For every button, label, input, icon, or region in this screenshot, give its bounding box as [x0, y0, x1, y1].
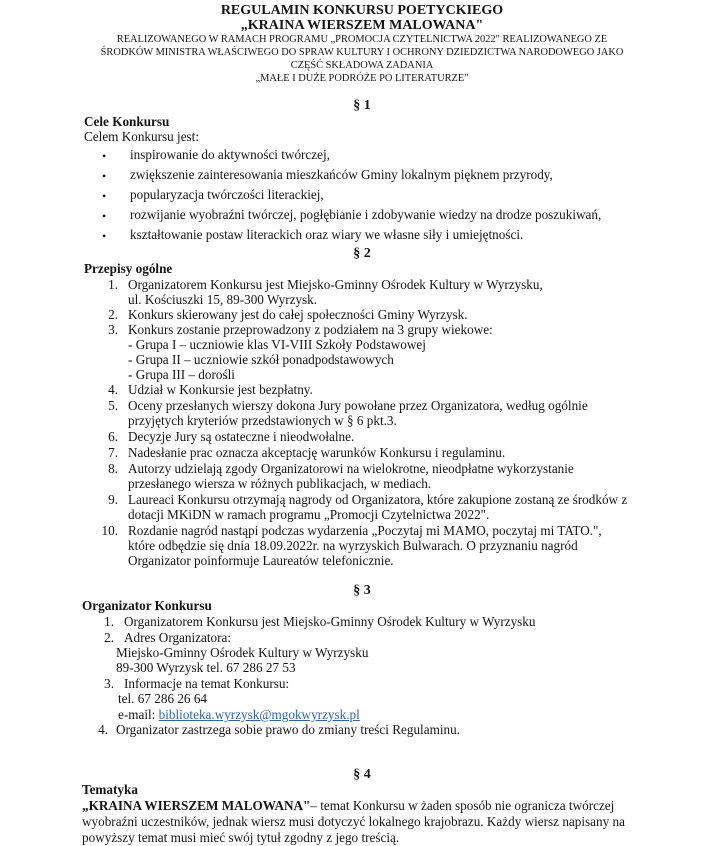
subtitle-line: CZĘŚĆ SKŁADOWA ZADANIA: [290, 60, 434, 71]
organizer-item: Organizator zastrzega sobie prawo do zmiany treści Regulaminu.: [116, 722, 460, 737]
bullet-icon: •: [102, 209, 107, 223]
theme-text: powyższy temat musi mieć swój tytuł zgodny z jego treścią.: [82, 830, 400, 845]
age-group: - Grupa III – dorośli: [128, 367, 235, 382]
general-rule-cont: które odbędzie się dnia 18.09.2022r. na wyrzyskich Bulwarach. O przyznaniu nagród: [128, 538, 578, 553]
organizer-address: Miejsko-Gminny Ośrodek Kultury w Wyrzysku: [116, 645, 369, 660]
contact-email: [118, 707, 360, 723]
general-rule: Konkurs skierowany jest do całej społeczności Gminy Wyrzysk.: [128, 307, 468, 322]
general-rule: Konkurs zostanie przeprowadzony z podziałem na 3 grupy wiekowe:: [128, 322, 493, 337]
list-number: 1.: [104, 614, 114, 629]
subtitle-line: ŚRODKÓW MINISTRA WŁAŚCIWEGO DO SPRAW KULTURY I OCHRONY DZIEDZICTWA NARODOWEGO JAKO: [100, 47, 624, 58]
organizer-item: Organizatorem Konkursu jest Miejsko-Gminny Ośrodek Kultury w Wyrzysku: [124, 614, 536, 629]
section-heading-goals: Cele Konkursu: [84, 114, 170, 129]
goal-item: zwiększenie zainteresowania mieszkańców Gminy lokalnym pięknem przyrody,: [130, 167, 553, 182]
general-rule-cont: przyjętych kryteriów przedstawionych w § 6 pkt.3.: [128, 413, 397, 428]
email-label: e-mail:: [118, 707, 159, 722]
goal-item: rozwijanie wyobraźni twórczej, pogłębianie i zdobywanie wiedzy na drodze poszukiwań,: [130, 207, 602, 222]
list-number: 7.: [108, 445, 118, 460]
general-rule: Decyzje Jury są ostateczne i nieodwołalne.: [128, 429, 355, 444]
general-rule: Autorzy udzielają zgody Organizatorowi na wielokrotne, nieodpłatne wykorzystanie: [128, 461, 574, 476]
theme-text-part: – temat Konkursu w żaden sposób nie ogranicza twórczej: [310, 798, 615, 813]
age-group: - Grupa II – uczniowie szkół ponadpodstawowych: [128, 352, 394, 367]
general-rule: Oceny przesłanych wierszy dokona Jury powołane przez Organizatora, według ogólnie: [128, 398, 588, 413]
subtitle-line: REALIZOWANEGO W RAMACH PROGRAMU „PROMOCJA CZYTELNICTWA 2022" REALIZOWANEGO ZE: [116, 34, 608, 45]
list-number: 2.: [108, 307, 118, 322]
section-mark-4: § 4: [353, 767, 371, 782]
list-number: 1.: [108, 277, 118, 292]
general-rule-cont: ul. Kościuszki 15, 89-300 Wyrzysk.: [128, 292, 318, 307]
age-group: - Grupa I – uczniowie klas VI-VIII Szkoły Podstawowej: [128, 337, 426, 352]
theme-title: „KRAINA WIERSZEM MALOWANA": [82, 798, 311, 813]
list-number: 9.: [108, 492, 118, 507]
contact-phone: tel. 67 286 26 64: [118, 691, 208, 706]
organizer-address: 89-300 Wyrzysk tel. 67 286 27 53: [116, 660, 296, 675]
list-number: 3.: [104, 676, 114, 691]
section-mark-3: § 3: [353, 583, 371, 598]
section-heading-theme: Tematyka: [82, 782, 138, 797]
section-mark-1: § 1: [353, 98, 371, 113]
list-number: 6.: [108, 429, 118, 444]
contest-name: „KRAINA WIERSZEM MALOWANA": [240, 18, 484, 33]
organizer-item: Adres Organizatora:: [124, 630, 232, 645]
bullet-icon: •: [102, 169, 107, 183]
goal-item: popularyzacja twórczości literackiej,: [130, 187, 324, 202]
general-rule-cont: Organizator poinformuje Laureatów telefonicznie.: [128, 553, 394, 568]
list-number: 8.: [108, 461, 118, 476]
subtitle-line: „MAŁE I DUŻE PODRÓŻE PO LITERATURZE": [255, 73, 469, 84]
organizer-item: Informacje na temat Konkursu:: [124, 676, 290, 691]
section-heading-organizer: Organizator Konkursu: [82, 598, 212, 613]
bullet-icon: •: [102, 229, 107, 243]
list-number: 5.: [108, 398, 118, 413]
goals-intro: Celem Konkursu jest:: [84, 129, 200, 144]
list-number: 4.: [98, 722, 108, 737]
list-number: 4.: [108, 382, 118, 397]
list-number: 3.: [108, 322, 118, 337]
general-rule-cont: przesłanego wiersza w różnych publikacjach, w mediach.: [128, 476, 432, 491]
general-rule: Organizatorem Konkursu jest Miejsko-Gminny Ośrodek Kultury w Wyrzysku,: [128, 277, 543, 292]
general-rule: Nadesłanie prac oznacza akceptację warunków Konkursu i regulaminu.: [128, 445, 506, 460]
general-rule: Rozdanie nagród nastąpi podczas wydarzenia „Poczytaj mi MAMO, poczytaj mi TATO.",: [128, 523, 602, 538]
section-heading-general: Przepisy ogólne: [84, 261, 173, 276]
bullet-icon: •: [102, 189, 107, 203]
general-rule: Laureaci Konkursu otrzymają nagrody od Organizatora, które zakupione zostaną ze środków z: [128, 492, 628, 507]
theme-text: wyobraźni uczestników, jednak wiersz musi dotyczyć lokalnego krajobrazu. Każdy wiersz napisany na: [82, 814, 625, 829]
list-number: 10.: [101, 523, 118, 538]
goal-item: kształtowanie postaw literackich oraz wiary we własne siły i umiejętności.: [130, 227, 524, 242]
theme-text: [82, 798, 614, 814]
goal-item: inspirowanie do aktywności twórczej,: [130, 147, 330, 162]
bullet-icon: •: [102, 149, 107, 163]
email-link[interactable]: biblioteka.wyrzysk@mgokwyrzysk.pl: [158, 707, 360, 722]
document-title: REGULAMIN KONKURSU POETYCKIEGO: [220, 3, 504, 18]
general-rule: Udział w Konkursie jest bezpłatny.: [128, 382, 313, 397]
list-number: 2.: [104, 630, 114, 645]
general-rule-cont: dotacji MKiDN w ramach programu „Promocji Czytelnictwa 2022".: [128, 507, 490, 522]
section-mark-2: § 2: [353, 246, 371, 261]
